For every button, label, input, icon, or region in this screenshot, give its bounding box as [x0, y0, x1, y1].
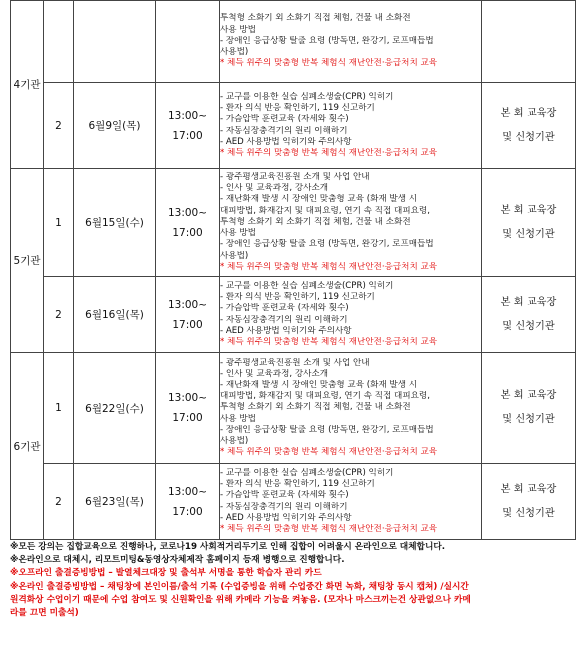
content-line: - 자동심장충격기의 원리 이해하기: [220, 125, 348, 136]
time-cell: 13:00~ 17:00: [156, 169, 220, 277]
content-line: - 가슴압박 훈련교육 (자세와 횟수): [220, 303, 349, 314]
content-cell: [220, 1, 482, 83]
content-cell: [220, 464, 482, 540]
content-line: 사용 방법: [220, 228, 256, 239]
content-line: - 가슴압박 훈련교육 (자세와 횟수): [220, 114, 349, 125]
time-cell: 13:00~ 17:00: [156, 353, 220, 464]
content-line: - 장애인 응급상황 탈출 요령 (방독면, 완강기, 로프매듭법: [220, 424, 434, 435]
table-row: [11, 1, 576, 83]
content-line: - 장애인 응급상황 탈출 요령 (방독면, 완강기, 로프매듭법: [220, 239, 434, 250]
place-cell: 본 회 교육장 및 신청기관: [482, 277, 576, 353]
org-name-cell: 5기관: [11, 169, 44, 353]
date-cell: 6월22일(수): [74, 353, 156, 464]
content-line: - AED 사용방법 익히기와 주의사항: [220, 136, 352, 147]
content-line: - 장애인 응급상황 탈출 요령 (방독면, 완강기, 로프매듭법: [220, 35, 434, 46]
content-line: 투척형 소화기 외 소화기 직접 체험, 건물 내 소화전: [220, 216, 411, 227]
session-number-cell: 2: [44, 277, 74, 353]
content-line: - 자동심장충격기의 원리 이해하기: [220, 314, 348, 325]
place-cell: 본 회 교육장 및 신청기관: [482, 169, 576, 277]
session-number-cell: 2: [44, 464, 74, 540]
table-row: [11, 83, 576, 169]
time-cell: 13:00~ 17:00: [156, 277, 220, 353]
content-line: - 교구를 이용한 실습 심폐소생술(CPR) 익히기: [220, 467, 394, 478]
content-line: 사용법): [220, 436, 249, 446]
org-name-cell: 6기관: [11, 353, 44, 540]
table-row: [11, 277, 576, 353]
content-cell: [220, 277, 482, 353]
content-line: - 광주평생교육진흥원 소개 및 사업 안내: [220, 357, 370, 368]
emphasis-line: * 체득 위주의 맞춤형 반복 체험식 재난안전·응급처치 교육: [220, 447, 438, 458]
session-number-cell: 1: [44, 353, 74, 464]
session-number-cell: [44, 1, 74, 83]
table-row: [11, 353, 576, 464]
note-line: ※오프라인 출결증빙방법 – 발열체크대장 및 출석부 서명을 통한 학습자 관리 카드: [10, 568, 322, 579]
schedule-table: [10, 0, 576, 540]
org-name-cell: 4기관: [11, 1, 44, 169]
content-line: 사용 방법: [220, 24, 256, 35]
content-cell: [220, 83, 482, 169]
content-line: - 환자 의식 반응 확인하기, 119 신고하기: [220, 292, 375, 303]
content-line: - 가슴압박 훈련교육 (자세와 횟수): [220, 490, 349, 501]
content-line: 사용법): [220, 250, 249, 261]
place-cell: 본 회 교육장 및 신청기관: [482, 83, 576, 169]
session-number-cell: 2: [44, 83, 74, 169]
emphasis-line: * 체득 위주의 맞춤형 반복 체험식 재난안전·응급처치 교육: [220, 261, 438, 272]
table-row: [11, 169, 576, 277]
emphasis-line: * 체득 위주의 맞춤형 반복 체험식 재난안전·응급처치 교육: [220, 58, 438, 69]
content-line: - 환자 의식 반응 확인하기, 119 신고하기: [220, 479, 375, 490]
time-cell: [156, 1, 220, 83]
session-number-cell: 1: [44, 169, 74, 277]
content-line: 대피방법, 화재감지 및 대피요령, 연기 속 직접 대피요령,: [220, 391, 430, 402]
note-line: ※모든 강의는 집합교육으로 진행하나, 코로나19 사회적거리두기로 인해 집합이 어려울시 온라인으로 대체합니다.: [10, 542, 446, 552]
content-line: - 재난화재 발생 시 장애인 맞춤형 교육 (화재 발생 시: [220, 379, 418, 390]
place-cell: 본 회 교육장 및 신청기관: [482, 353, 576, 464]
time-cell: 13:00~ 17:00: [156, 83, 220, 169]
content-line: 대피방법, 화재감지 및 대피요령, 연기 속 직접 대피요령,: [220, 205, 430, 216]
content-line: 사용 방법: [220, 413, 256, 424]
content-line: - AED 사용방법 익히기와 주의사항: [220, 325, 352, 336]
note-line: 원격화상 수업이기 때문에 수업 참여도 및 신원확인을 위해 카메라 기능을 켜놓음. (모자나 마스크끼는건 상관없으나 카메: [10, 594, 471, 605]
content-line: - 광주평생교육진흥원 소개 및 사업 안내: [220, 172, 370, 183]
content-line: 사용법): [220, 47, 249, 58]
content-line: - 교구를 이용한 실습 심폐소생술(CPR) 익히기: [220, 91, 394, 102]
content-cell: [220, 169, 482, 277]
content-line: 투척형 소화기 외 소화기 직접 체험, 건물 내 소화전: [220, 13, 411, 24]
content-line: 투척형 소화기 외 소화기 직접 체험, 건물 내 소화전: [220, 402, 411, 413]
notes-section: [10, 541, 575, 620]
content-line: - AED 사용방법 익히기와 주의사항: [220, 512, 352, 523]
note-line: ※온라인 출결증빙방법 – 채팅창에 본인이름/출석 기록 (수업증빙을 위해 수업중간 화면 녹화, 채팅창 동시 캡쳐) /실시간: [10, 581, 469, 592]
date-cell: 6월9일(목): [74, 83, 156, 169]
content-line: - 인사 및 교육과정, 강사소개: [220, 368, 329, 379]
date-cell: 6월15일(수): [74, 169, 156, 277]
content-line: - 인사 및 교육과정, 강사소개: [220, 183, 329, 194]
emphasis-line: * 체득 위주의 맞춤형 반복 체험식 재난안전·응급처치 교육: [220, 147, 438, 158]
date-cell: 6월23일(목): [74, 464, 156, 540]
date-cell: 6월16일(목): [74, 277, 156, 353]
place-cell: [482, 1, 576, 83]
content-line: - 환자 의식 반응 확인하기, 119 신고하기: [220, 103, 375, 114]
content-line: - 교구를 이용한 실습 심폐소생술(CPR) 익히기: [220, 280, 394, 291]
content-line: - 자동심장충격기의 원리 이해하기: [220, 501, 348, 512]
emphasis-line: * 체득 위주의 맞춤형 반복 체험식 재난안전·응급처치 교육: [220, 523, 438, 534]
table-row: [11, 464, 576, 540]
content-line: - 재난화재 발생 시 장애인 맞춤형 교육 (화재 발생 시: [220, 194, 418, 205]
note-line: 라를 끄면 미출석): [10, 608, 79, 619]
time-cell: 13:00~ 17:00: [156, 464, 220, 540]
place-cell: 본 회 교육장 및 신청기관: [482, 464, 576, 540]
note-line: ※온라인으로 대체시, 리모트미팅&동영상자체제작 홈페이지 등재 병행으로 진행합니다.: [10, 555, 345, 566]
date-cell: [74, 1, 156, 83]
content-cell: [220, 353, 482, 464]
emphasis-line: * 체득 위주의 맞춤형 반복 체험식 재난안전·응급처치 교육: [220, 336, 438, 347]
